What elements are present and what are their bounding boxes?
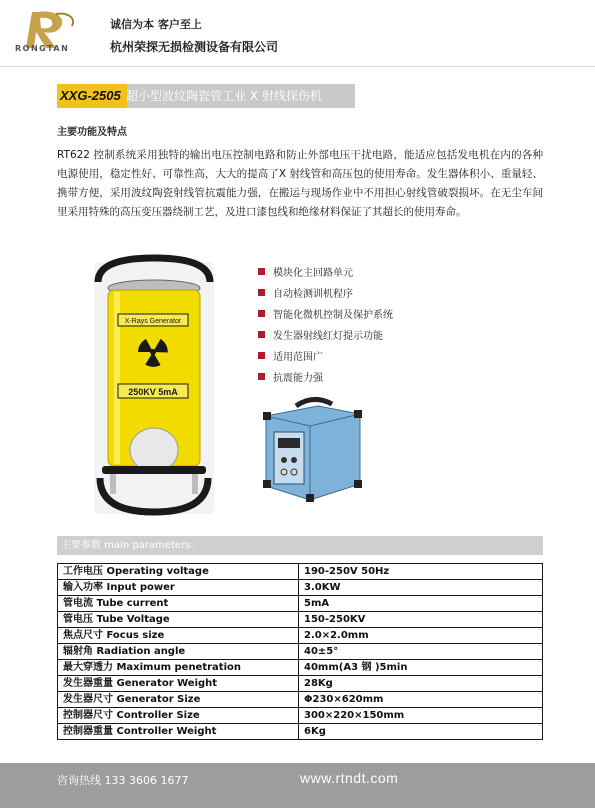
- params-heading: 主要参数 main parameters:: [61, 540, 194, 551]
- brand-name-en: RONGTAN: [15, 44, 70, 53]
- table-row: [58, 692, 543, 708]
- param-value: Φ230×620mm: [299, 692, 543, 708]
- param-key: 管电压 Tube Voltage: [58, 612, 299, 628]
- product-name: 超小型波纹陶瓷管工业 X 射线探伤机: [126, 89, 322, 103]
- param-key: 最大穿透力 Maximum penetration: [58, 660, 299, 676]
- table-row: [58, 596, 543, 612]
- table-row: [58, 564, 543, 580]
- table-row: [58, 708, 543, 724]
- param-key: 发生器尺寸 Generator Size: [58, 692, 299, 708]
- param-key: 控制器重量 Controller Weight: [58, 724, 299, 740]
- table-row: [58, 660, 543, 676]
- header-divider: [0, 66, 595, 67]
- table-row: [58, 644, 543, 660]
- xray-generator-image: [84, 254, 224, 522]
- bullet-square-icon: [258, 268, 265, 275]
- generator-label: X-Rays Generator: [124, 318, 182, 325]
- feature-list: [258, 261, 393, 408]
- params-table: [57, 563, 543, 740]
- param-value: 28Kg: [299, 676, 543, 692]
- param-key: 输入功率 Input power: [58, 580, 299, 596]
- bullet-square-icon: [258, 331, 265, 338]
- param-value: 150-250KV: [299, 612, 543, 628]
- controller-image: [258, 392, 368, 508]
- feature-item: 智能化微机控制及保护系统: [258, 303, 393, 324]
- param-value: 3.0KW: [299, 580, 543, 596]
- table-row: [58, 612, 543, 628]
- table-row: [58, 628, 543, 644]
- bullet-square-icon: [258, 289, 265, 296]
- feature-item: 模块化主回路单元: [258, 261, 393, 282]
- param-value: 190-250V 50Hz: [299, 564, 543, 580]
- table-row: [58, 724, 543, 740]
- param-value: 2.0×2.0mm: [299, 628, 543, 644]
- model-badge: XXG-2505: [57, 84, 127, 108]
- feature-item: 适用范围广: [258, 345, 393, 366]
- table-row: [58, 580, 543, 596]
- product-description: RT622 控制系统采用独特的输出电压控制电路和防止外部电压干扰电路，能适应包括发电机在内的各种电源使用，稳定性好、可靠性高，大大的提高了X 射线管和高压包的使用寿命。发生器体积小、重量轻、携带方便，采用波纹陶瓷射线管抗震能力强，在搬运与现场作业中不用担心射线管破裂损坏。在无尘车间里采用特殊的高压变压器绕制工艺，及进口漆包线和绝缘材料保证了其超长的使用寿命。: [57, 149, 543, 218]
- param-value: 300×220×150mm: [299, 708, 543, 724]
- param-value: 6Kg: [299, 724, 543, 740]
- param-key: 发生器重量 Generator Weight: [58, 676, 299, 692]
- footer-website: www.rtndt.com: [300, 770, 399, 786]
- feature-item: 发生器射线红灯提示功能: [258, 324, 393, 345]
- bullet-square-icon: [258, 310, 265, 317]
- param-key: 控制器尺寸 Controller Size: [58, 708, 299, 724]
- features-heading: 主要功能及特点: [57, 127, 127, 138]
- generator-rating: 250KV 5mA: [128, 387, 178, 397]
- footer-hotline: 咨询热线 133 3606 1677: [57, 774, 189, 787]
- param-key: 工作电压 Operating voltage: [58, 564, 299, 580]
- bullet-square-icon: [258, 373, 265, 380]
- feature-item: 自动检测训机程序: [258, 282, 393, 303]
- company-name: 杭州荣探无损检测设备有限公司: [110, 40, 279, 54]
- param-value: 40±5°: [299, 644, 543, 660]
- param-value: 5mA: [299, 596, 543, 612]
- param-key: 焦点尺寸 Focus size: [58, 628, 299, 644]
- param-value: 40mm(A3 钢 )5min: [299, 660, 543, 676]
- feature-item: 抗震能力强: [258, 366, 393, 387]
- param-key: 辐射角 Radiation angle: [58, 644, 299, 660]
- table-row: [58, 676, 543, 692]
- company-slogan: 诚信为本 客户至上: [110, 18, 202, 31]
- param-key: 管电流 Tube current: [58, 596, 299, 612]
- bullet-square-icon: [258, 352, 265, 359]
